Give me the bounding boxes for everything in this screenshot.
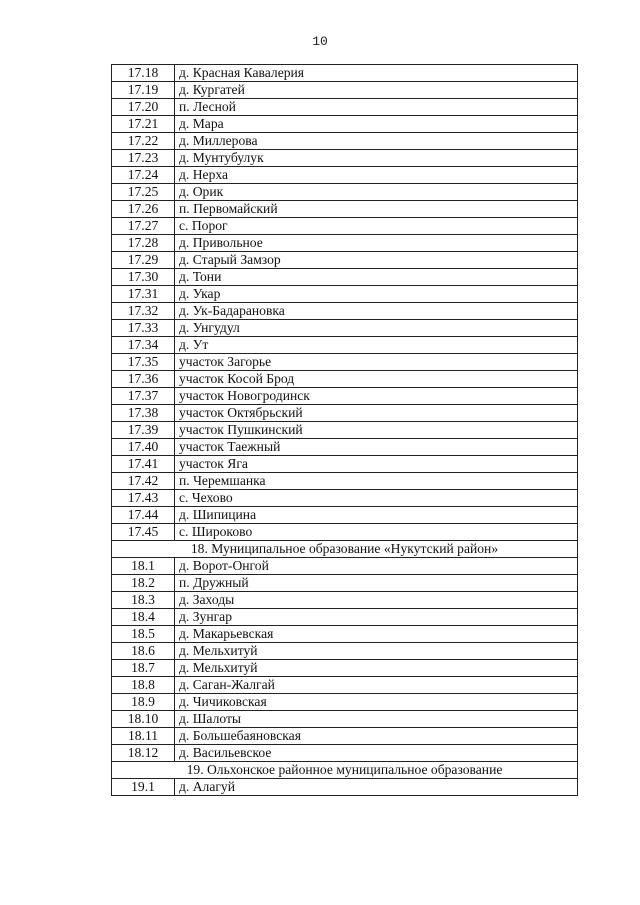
row-number: 17.25 xyxy=(112,184,175,201)
table-row xyxy=(112,388,578,405)
row-number: 17.33 xyxy=(112,320,175,337)
table-row xyxy=(112,694,578,711)
settlements-table-body xyxy=(112,65,578,796)
row-number: 17.40 xyxy=(112,439,175,456)
table-row xyxy=(112,558,578,575)
table-row xyxy=(112,439,578,456)
table-row xyxy=(112,524,578,541)
table-row xyxy=(112,184,578,201)
settlement-name: д. Тони xyxy=(175,269,578,286)
settlements-table xyxy=(111,64,578,796)
page-number: 10 xyxy=(312,34,328,49)
row-number: 17.27 xyxy=(112,218,175,235)
row-number: 18.8 xyxy=(112,677,175,694)
table-row xyxy=(112,405,578,422)
row-number: 17.42 xyxy=(112,473,175,490)
table-row xyxy=(112,660,578,677)
row-number: 17.32 xyxy=(112,303,175,320)
row-number: 17.24 xyxy=(112,167,175,184)
row-number: 18.3 xyxy=(112,592,175,609)
settlement-name: д. Алагуй xyxy=(175,779,578,796)
settlement-name: п. Дружный xyxy=(175,575,578,592)
settlement-name: д. Орик xyxy=(175,184,578,201)
table-row xyxy=(112,728,578,745)
settlement-name: д. Ворот-Онгой xyxy=(175,558,578,575)
section-header-row xyxy=(112,541,578,558)
row-number: 17.35 xyxy=(112,354,175,371)
settlement-name: с. Чехово xyxy=(175,490,578,507)
settlement-name: д. Укар xyxy=(175,286,578,303)
settlement-name: д. Большебаяновская xyxy=(175,728,578,745)
row-number: 18.6 xyxy=(112,643,175,660)
table-row xyxy=(112,269,578,286)
settlement-name: д. Красная Кавалерия xyxy=(175,65,578,82)
table-row xyxy=(112,354,578,371)
table-row xyxy=(112,626,578,643)
table-row xyxy=(112,745,578,762)
settlement-name: п. Черемшанка xyxy=(175,473,578,490)
table-row xyxy=(112,99,578,116)
row-number: 17.26 xyxy=(112,201,175,218)
settlement-name: участок Таежный xyxy=(175,439,578,456)
settlement-name: участок Октябрьский xyxy=(175,405,578,422)
settlement-name: п. Лесной xyxy=(175,99,578,116)
table-row xyxy=(112,490,578,507)
table-row xyxy=(112,116,578,133)
row-number: 17.36 xyxy=(112,371,175,388)
table-row xyxy=(112,711,578,728)
settlement-name: с. Порог xyxy=(175,218,578,235)
row-number: 19.1 xyxy=(112,779,175,796)
section-title: 19. Ольхонское районное муниципальное образование xyxy=(112,762,578,779)
row-number: 17.43 xyxy=(112,490,175,507)
row-number: 17.31 xyxy=(112,286,175,303)
settlement-name: д. Заходы xyxy=(175,592,578,609)
row-number: 17.28 xyxy=(112,235,175,252)
settlement-name: д. Ук-Бадарановка xyxy=(175,303,578,320)
row-number: 17.45 xyxy=(112,524,175,541)
table-row xyxy=(112,779,578,796)
row-number: 17.44 xyxy=(112,507,175,524)
settlement-name: д. Саган-Жалгай xyxy=(175,677,578,694)
settlement-name: д. Привольное xyxy=(175,235,578,252)
row-number: 17.29 xyxy=(112,252,175,269)
settlement-name: д. Нерха xyxy=(175,167,578,184)
row-number: 17.23 xyxy=(112,150,175,167)
table-row xyxy=(112,201,578,218)
row-number: 18.5 xyxy=(112,626,175,643)
settlement-name: участок Яга xyxy=(175,456,578,473)
settlement-name: д. Старый Замзор xyxy=(175,252,578,269)
row-number: 17.18 xyxy=(112,65,175,82)
settlement-name: д. Кургатей xyxy=(175,82,578,99)
table-row xyxy=(112,677,578,694)
section-title: 18. Муниципальное образование «Нукутский район» xyxy=(112,541,578,558)
table-row xyxy=(112,473,578,490)
table-row xyxy=(112,303,578,320)
settlement-name: участок Пушкинский xyxy=(175,422,578,439)
table-row xyxy=(112,252,578,269)
settlement-name: д. Мунтубулук xyxy=(175,150,578,167)
settlement-name: д. Мара xyxy=(175,116,578,133)
settlement-name: д. Шипицина xyxy=(175,507,578,524)
settlement-name: д. Ут xyxy=(175,337,578,354)
row-number: 17.39 xyxy=(112,422,175,439)
table-row xyxy=(112,150,578,167)
row-number: 18.7 xyxy=(112,660,175,677)
table-row xyxy=(112,609,578,626)
row-number: 17.19 xyxy=(112,82,175,99)
table-row xyxy=(112,218,578,235)
row-number: 18.11 xyxy=(112,728,175,745)
settlement-name: участок Новогродинск xyxy=(175,388,578,405)
row-number: 17.37 xyxy=(112,388,175,405)
table-row xyxy=(112,592,578,609)
table-row xyxy=(112,82,578,99)
table-row xyxy=(112,456,578,473)
row-number: 18.10 xyxy=(112,711,175,728)
table-row xyxy=(112,575,578,592)
row-number: 18.1 xyxy=(112,558,175,575)
row-number: 18.9 xyxy=(112,694,175,711)
table-row xyxy=(112,235,578,252)
settlement-name: д. Мельхитуй xyxy=(175,660,578,677)
table-row xyxy=(112,507,578,524)
row-number: 17.34 xyxy=(112,337,175,354)
row-number: 17.30 xyxy=(112,269,175,286)
row-number: 17.41 xyxy=(112,456,175,473)
row-number: 17.21 xyxy=(112,116,175,133)
row-number: 17.38 xyxy=(112,405,175,422)
settlement-name: д. Чичиковская xyxy=(175,694,578,711)
table-row xyxy=(112,422,578,439)
table-row xyxy=(112,643,578,660)
table-row xyxy=(112,286,578,303)
table-row xyxy=(112,133,578,150)
row-number: 18.12 xyxy=(112,745,175,762)
row-number: 17.20 xyxy=(112,99,175,116)
settlement-name: д. Миллерова xyxy=(175,133,578,150)
settlement-name: д. Унгудул xyxy=(175,320,578,337)
settlement-name: д. Мельхитуй xyxy=(175,643,578,660)
row-number: 18.4 xyxy=(112,609,175,626)
table-row xyxy=(112,320,578,337)
row-number: 17.22 xyxy=(112,133,175,150)
table-row xyxy=(112,65,578,82)
table-row xyxy=(112,167,578,184)
table-row xyxy=(112,337,578,354)
settlement-name: д. Шалоты xyxy=(175,711,578,728)
settlement-name: участок Косой Брод xyxy=(175,371,578,388)
settlement-name: д. Макарьевская xyxy=(175,626,578,643)
settlement-name: участок Загорье xyxy=(175,354,578,371)
settlement-name: д. Васильевское xyxy=(175,745,578,762)
row-number: 18.2 xyxy=(112,575,175,592)
settlement-name: п. Первомайский xyxy=(175,201,578,218)
table-row xyxy=(112,371,578,388)
section-header-row xyxy=(112,762,578,779)
settlement-name: д. Зунгар xyxy=(175,609,578,626)
settlement-name: с. Широково xyxy=(175,524,578,541)
